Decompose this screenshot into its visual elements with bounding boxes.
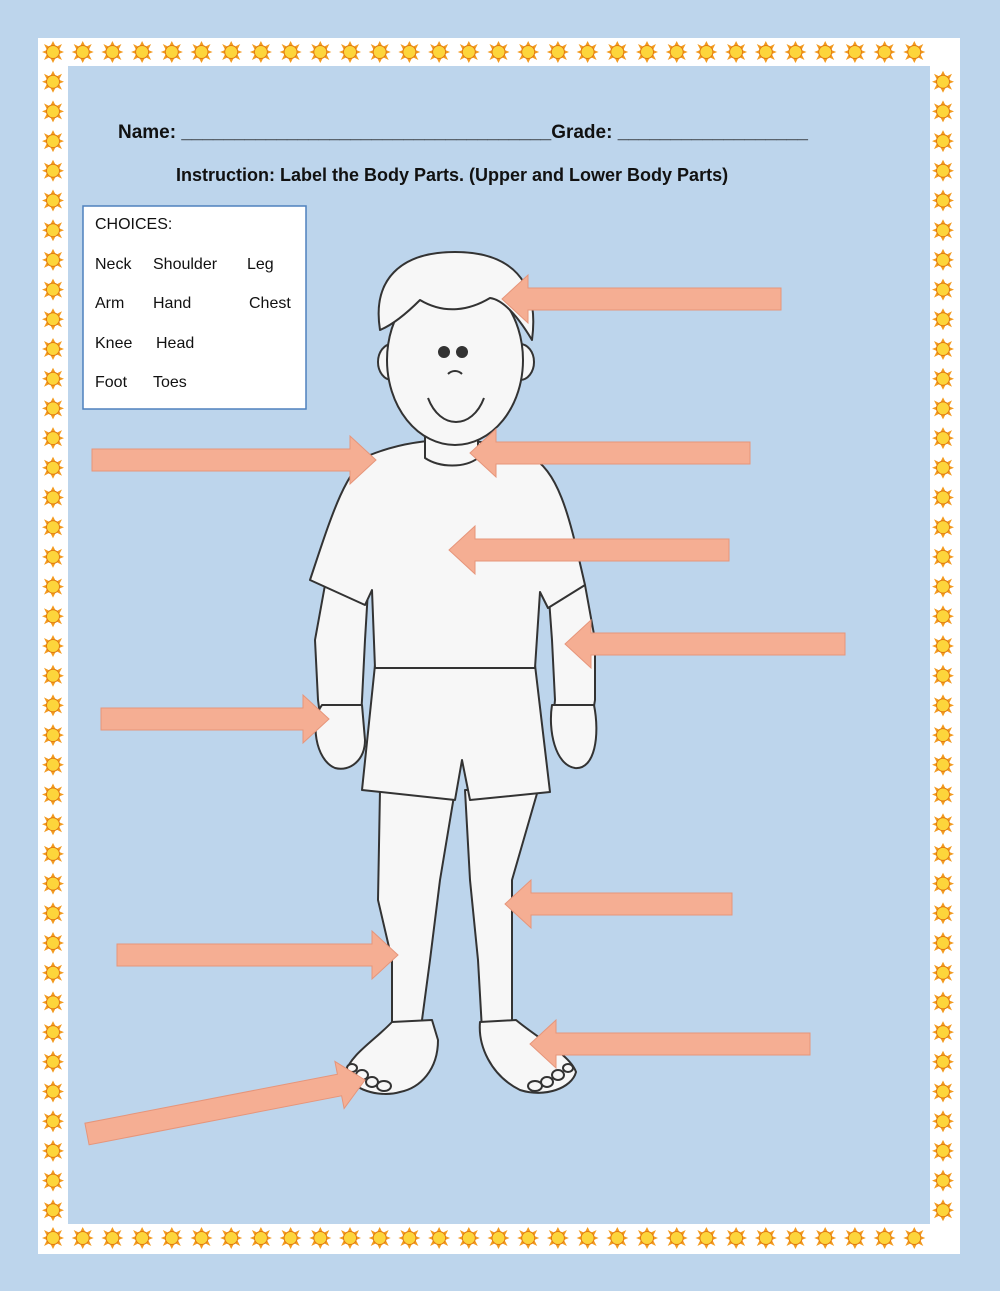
choices-title: CHOICES: (95, 216, 173, 233)
choice-head: Head (156, 335, 195, 352)
instruction-text: Instruction: Label the Body Parts. (Upper and Lower Body Parts) (176, 165, 729, 185)
choice-arm: Arm (95, 295, 125, 312)
choice-hand: Hand (153, 295, 192, 312)
choice-foot: Foot (95, 374, 128, 391)
choice-toes: Toes (153, 374, 187, 391)
choice-shoulder: Shoulder (153, 256, 218, 273)
choice-neck: Neck (95, 256, 132, 273)
choice-knee: Knee (95, 335, 133, 352)
choices-box (83, 206, 306, 409)
choice-leg: Leg (247, 256, 274, 273)
choice-chest: Chest (249, 295, 291, 312)
name-grade-line: Name: ___________________________________Grade: __________________ (118, 122, 808, 143)
